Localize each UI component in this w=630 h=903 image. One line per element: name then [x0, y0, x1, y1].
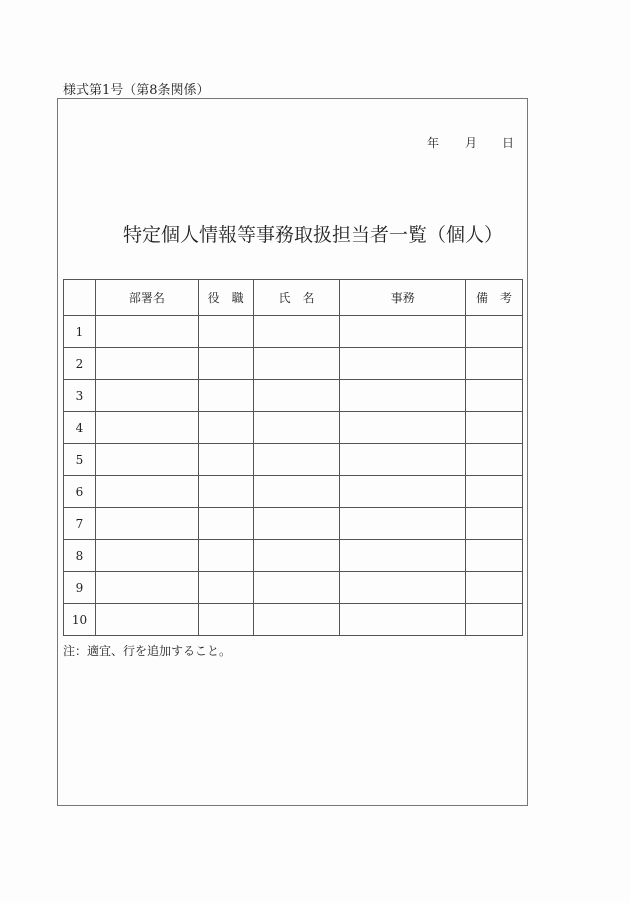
table-row	[64, 508, 523, 540]
header-department: 部署名	[95, 280, 198, 316]
cell-department[interactable]	[95, 476, 198, 508]
date-year: 年	[427, 136, 440, 150]
cell-duties[interactable]	[340, 540, 466, 572]
form-label: 様式第1号（第8条関係）	[63, 83, 210, 98]
cell-position[interactable]	[198, 444, 253, 476]
row-number: 9	[64, 572, 96, 604]
cell-position[interactable]	[198, 540, 253, 572]
cell-duties[interactable]	[340, 508, 466, 540]
cell-department[interactable]	[95, 348, 198, 380]
table-row	[64, 540, 523, 572]
cell-department[interactable]	[95, 380, 198, 412]
cell-remarks[interactable]	[466, 316, 523, 348]
cell-position[interactable]	[198, 572, 253, 604]
cell-position[interactable]	[198, 508, 253, 540]
row-number: 7	[64, 508, 96, 540]
date-day: 日	[502, 136, 515, 150]
cell-department[interactable]	[95, 508, 198, 540]
row-number: 6	[64, 476, 96, 508]
cell-name[interactable]	[253, 540, 340, 572]
cell-position[interactable]	[198, 348, 253, 380]
cell-department[interactable]	[95, 412, 198, 444]
cell-duties[interactable]	[340, 476, 466, 508]
cell-duties[interactable]	[340, 572, 466, 604]
note: 注：適宜、行を追加すること。	[63, 644, 232, 658]
table-row	[64, 316, 523, 348]
row-number: 4	[64, 412, 96, 444]
row-number: 10	[64, 604, 96, 636]
header-duties: 事務	[340, 280, 466, 316]
cell-position[interactable]	[198, 380, 253, 412]
cell-name[interactable]	[253, 412, 340, 444]
staff-table	[63, 279, 523, 636]
header-name: 氏 名	[253, 280, 340, 316]
cell-department[interactable]	[95, 316, 198, 348]
row-number: 1	[64, 316, 96, 348]
cell-remarks[interactable]	[466, 604, 523, 636]
cell-duties[interactable]	[340, 444, 466, 476]
table-row	[64, 380, 523, 412]
cell-remarks[interactable]	[466, 572, 523, 604]
table-row	[64, 604, 523, 636]
cell-name[interactable]	[253, 604, 340, 636]
cell-duties[interactable]	[340, 316, 466, 348]
row-number: 3	[64, 380, 96, 412]
cell-remarks[interactable]	[466, 540, 523, 572]
table-row	[64, 348, 523, 380]
header-remarks: 備 考	[466, 280, 523, 316]
cell-duties[interactable]	[340, 604, 466, 636]
cell-remarks[interactable]	[466, 412, 523, 444]
cell-name[interactable]	[253, 316, 340, 348]
cell-remarks[interactable]	[466, 508, 523, 540]
cell-duties[interactable]	[340, 380, 466, 412]
cell-department[interactable]	[95, 540, 198, 572]
header-position: 役 職	[198, 280, 253, 316]
cell-department[interactable]	[95, 604, 198, 636]
cell-position[interactable]	[198, 412, 253, 444]
table-row	[64, 476, 523, 508]
cell-duties[interactable]	[340, 412, 466, 444]
row-number: 2	[64, 348, 96, 380]
cell-department[interactable]	[95, 572, 198, 604]
page-title: 特定個人情報等事務取扱担当者一覧（個人）	[122, 224, 503, 246]
cell-duties[interactable]	[340, 348, 466, 380]
table-header	[64, 280, 523, 316]
cell-name[interactable]	[253, 444, 340, 476]
cell-department[interactable]	[95, 444, 198, 476]
cell-position[interactable]	[198, 316, 253, 348]
header-no	[64, 280, 96, 316]
date-month: 月	[465, 136, 478, 150]
table-row	[64, 444, 523, 476]
row-number: 5	[64, 444, 96, 476]
table-row	[64, 572, 523, 604]
cell-name[interactable]	[253, 348, 340, 380]
cell-position[interactable]	[198, 476, 253, 508]
cell-name[interactable]	[253, 508, 340, 540]
row-number: 8	[64, 540, 96, 572]
cell-remarks[interactable]	[466, 444, 523, 476]
cell-name[interactable]	[253, 476, 340, 508]
cell-name[interactable]	[253, 380, 340, 412]
cell-name[interactable]	[253, 572, 340, 604]
table-row	[64, 412, 523, 444]
cell-remarks[interactable]	[466, 476, 523, 508]
cell-position[interactable]	[198, 604, 253, 636]
cell-remarks[interactable]	[466, 348, 523, 380]
cell-remarks[interactable]	[466, 380, 523, 412]
